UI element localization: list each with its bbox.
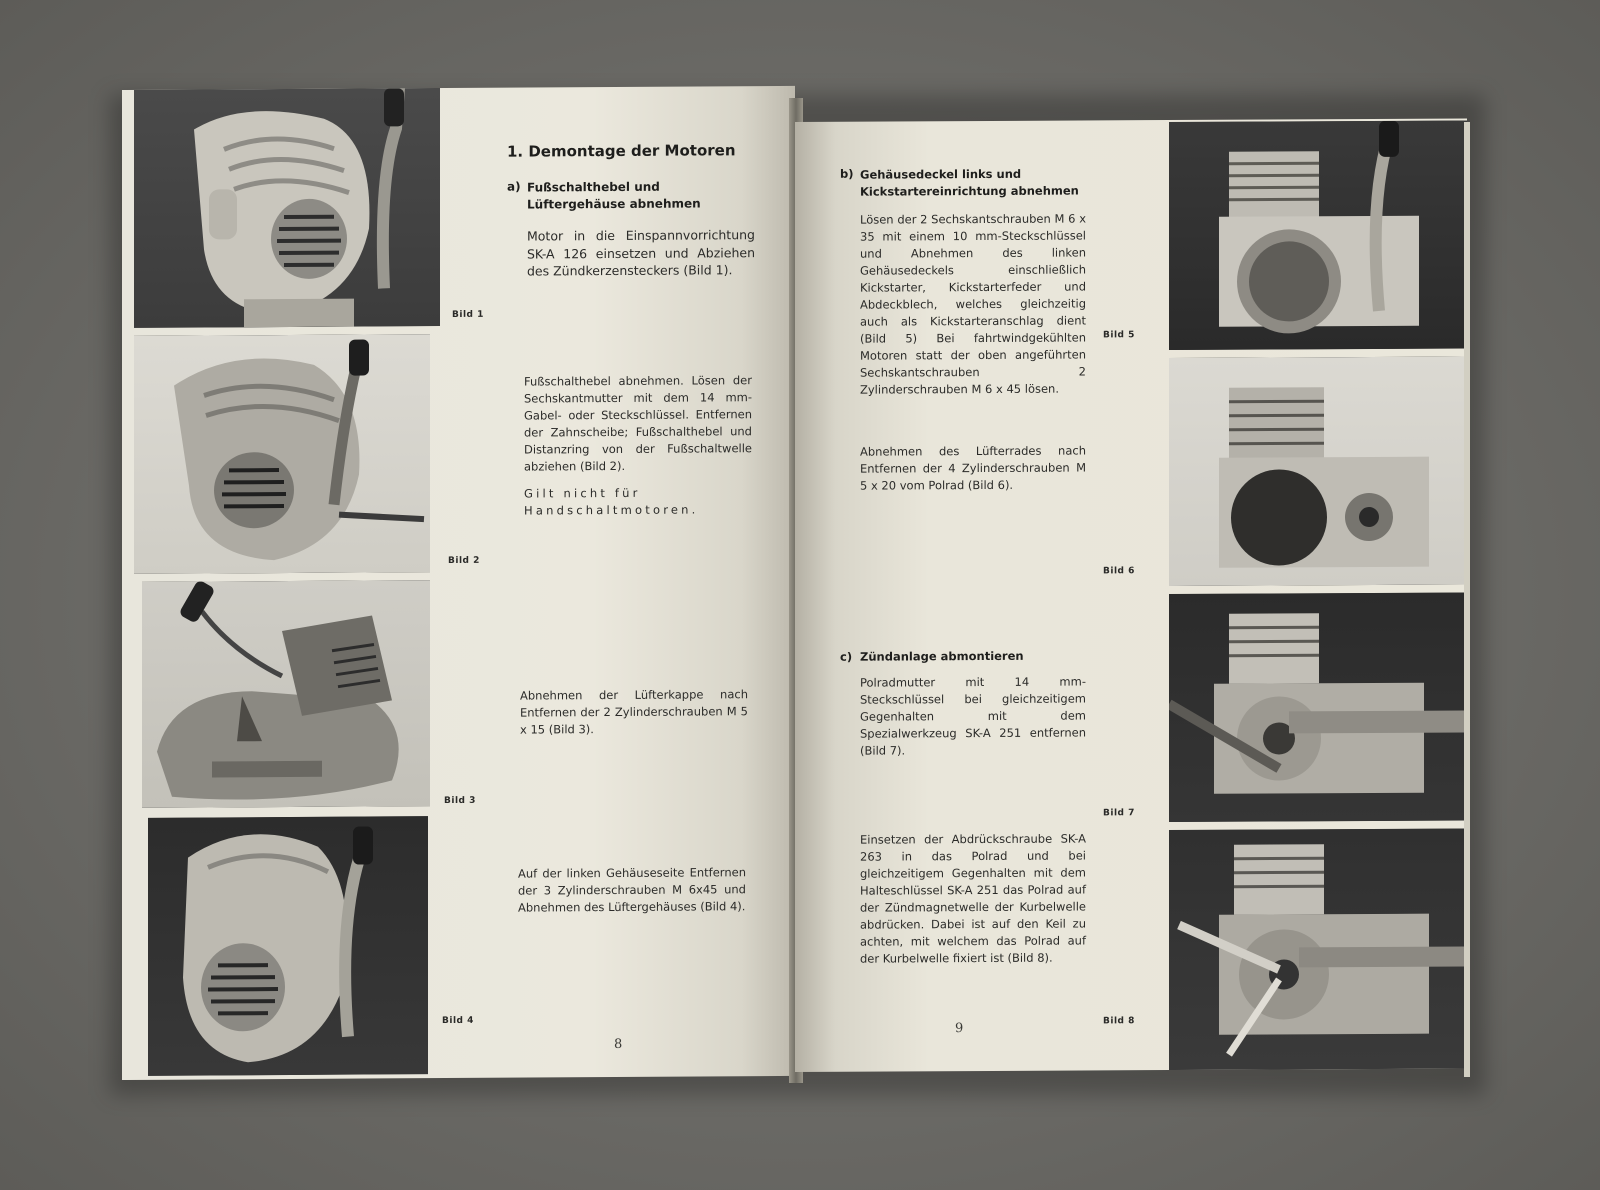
photo-bild-7 xyxy=(1169,592,1467,822)
page-edge xyxy=(1464,122,1470,1077)
right-page xyxy=(795,118,1467,1072)
section-a-text-1: Motor in die Einspannvorrichtung SK-A 126 einsetzen und Abziehen des Zündkerzensteckers (Bild 1). xyxy=(527,227,755,279)
caption-bild-3: Bild 3 xyxy=(444,795,476,807)
section-b-text-2: Abnehmen des Lüfterrades nach Entfernen der 4 Zylinderschrauben M 5 x 20 vom Polrad (Bild 6). xyxy=(860,443,1086,493)
engine-illustration-1 xyxy=(134,88,440,328)
section-a-text-4: Auf der linken Gehäuseseite Entfernen der 3 Zylinderschrauben M 6x45 und Abnehmen des Lüftergehäuses (Bild 4). xyxy=(518,865,746,915)
section-c-title: Zündanlage abmontieren xyxy=(860,648,1024,664)
section-b-text-1: Lösen der 2 Sechskantschrauben M 6 x 35 mit einem 10 mm-Steckschlüssel und Abnehmen des linken Gehäusedeckels einschließlich Kickstarter, Kickstarterfeder und Abdeckblech, welches gleichzeitig auch als Kickstarteranschlag dient (Bild 5) Bei fahrtwindgekühlten Motoren statt der oben angeführten Sechskantschrauben 2 Zylinderschrauben M 6 x 45 lösen. xyxy=(860,211,1086,397)
page-number-left: 8 xyxy=(614,1036,623,1052)
caption-bild-6: Bild 6 xyxy=(1103,566,1135,577)
section-a-text-2: Fußschalthebel abnehmen. Lösen der Sechskantmutter mit dem 14 mm-Gabel- oder Steckschlüssel. Entfernen der Zahnscheibe; Fußschalthebel und Distanzring von der Fußschaltwelle abziehen (Bild 2). xyxy=(524,373,752,474)
section-c-text-1: Polradmutter mit 14 mm-Steckschlüssel bei gleichzeitigem Gegenhalten mit dem Spezialwerkzeug SK-A 251 entfernen (Bild 7). xyxy=(860,674,1086,758)
section-c-label: c) xyxy=(840,649,853,664)
engine-illustration-7 xyxy=(1169,592,1467,822)
photo-bild-2 xyxy=(134,334,430,574)
photo-bild-8 xyxy=(1169,828,1467,1070)
photo-bild-4 xyxy=(148,816,428,1076)
caption-bild-5: Bild 5 xyxy=(1103,330,1135,341)
section-a-label: a) xyxy=(507,179,521,194)
section-b-title: Gehäusedeckel links und Kickstartereinrichtung abnehmen xyxy=(860,166,1079,199)
section-a-text-3: Abnehmen der Lüfterkappe nach Entfernen der 2 Zylinderschrauben M 5 x 15 (Bild 3). xyxy=(520,687,748,737)
photo-bild-6 xyxy=(1169,356,1467,586)
page-number-right: 9 xyxy=(955,1021,964,1037)
section-a-note: Gilt nicht für Handschaltmotoren. xyxy=(524,485,699,518)
left-page xyxy=(122,86,795,1080)
section-b-label: b) xyxy=(840,166,854,181)
engine-illustration-2 xyxy=(134,334,430,574)
engine-illustration-5 xyxy=(1169,120,1467,350)
engine-illustration-6 xyxy=(1169,356,1467,586)
photo-bild-3 xyxy=(142,580,430,808)
engine-illustration-8 xyxy=(1169,828,1467,1070)
caption-bild-2: Bild 2 xyxy=(448,555,480,567)
caption-bild-8: Bild 8 xyxy=(1103,1016,1135,1027)
section-c-text-2: Einsetzen der Abdrückschraube SK-A 263 in das Polrad und bei gleichzeitigem Gegenhalten mit dem Halteschlüssel SK-A 251 das Polrad auf der Zündmagnetwelle der Kurbelwelle abdrücken. Dabei ist auf den Keil zu achten, mit welchem das Polrad auf der Kurbelwelle fixiert ist (Bild 8). xyxy=(860,831,1086,966)
engine-illustration-3 xyxy=(142,580,430,808)
chapter-heading: 1. Demontage der Motoren xyxy=(507,141,736,161)
caption-bild-7: Bild 7 xyxy=(1103,808,1135,819)
photo-bild-5 xyxy=(1169,120,1467,350)
photo-bild-1 xyxy=(134,88,440,328)
engine-illustration-4 xyxy=(148,816,428,1076)
caption-bild-4: Bild 4 xyxy=(442,1015,474,1027)
section-a-title: Fußschalthebel und Lüftergehäuse abnehmen xyxy=(527,179,701,212)
caption-bild-1: Bild 1 xyxy=(452,309,484,320)
